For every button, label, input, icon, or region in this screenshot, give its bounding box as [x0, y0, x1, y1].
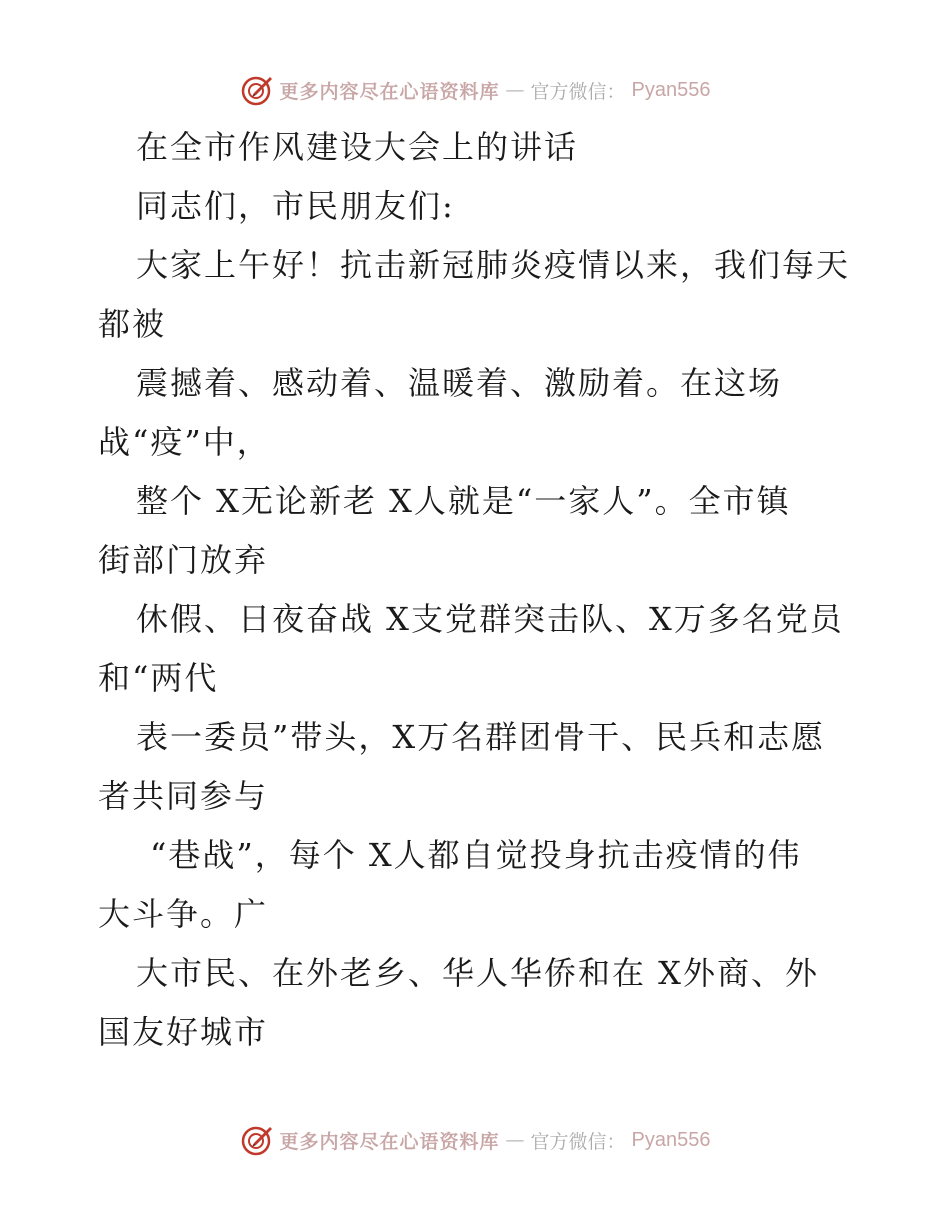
document-title: 在全市作风建设大会上的讲话: [136, 128, 579, 166]
paragraph-line: 街部门放弃: [98, 541, 269, 579]
paragraph-line: 国友好城市: [98, 1013, 269, 1051]
paragraph-line: 休假、日夜奋战 X支党群突击队、X万多名党员: [136, 600, 844, 638]
banner-wechat-id: Pyan556: [631, 78, 711, 101]
pen-logo-icon: [240, 73, 274, 107]
salutation: 同志们，市民朋友们:: [136, 187, 455, 225]
banner-wechat-label: 官方微信：: [530, 1130, 626, 1153]
banner-title: 更多内容尽在心语资料库: [279, 80, 500, 103]
paragraph-line: 大家上午好！抗击新冠肺炎疫情以来，我们每天: [136, 246, 851, 284]
paragraph-line: 和“两代: [98, 659, 219, 697]
paragraph-line: 者共同参与: [98, 777, 269, 815]
banner-wechat-label: 官方微信：: [530, 80, 626, 103]
paragraph-line: 战“疫”中，: [98, 423, 271, 461]
header-banner: [0, 70, 950, 110]
document-body: [98, 118, 858, 1062]
pen-logo-icon: [240, 1123, 274, 1157]
footer-banner: [0, 1120, 950, 1160]
banner-separator: —: [505, 1129, 525, 1151]
paragraph-line: 都被: [98, 305, 167, 343]
banner-wechat-id: Pyan556: [631, 1128, 711, 1151]
paragraph-line: 表一委员”带头，X万名群团骨干、民兵和志愿: [136, 718, 826, 756]
footer-banner-inner: [240, 1123, 711, 1157]
paragraph-line: 大市民、在外老乡、华人华侨和在 X外商、外: [136, 954, 819, 992]
paragraph-line: 大斗争。广: [98, 895, 269, 933]
paragraph-line: 整个 X无论新老 X人就是“一家人”。全市镇: [136, 482, 791, 520]
paragraph-line: 震撼着、感动着、温暖着、激励着。在这场: [136, 364, 783, 402]
header-banner-inner: [240, 73, 711, 107]
banner-title: 更多内容尽在心语资料库: [279, 1130, 500, 1153]
paragraph-line: “巷战”，每个 X人都自觉投身抗击疫情的伟: [150, 836, 802, 874]
banner-separator: —: [505, 79, 525, 101]
